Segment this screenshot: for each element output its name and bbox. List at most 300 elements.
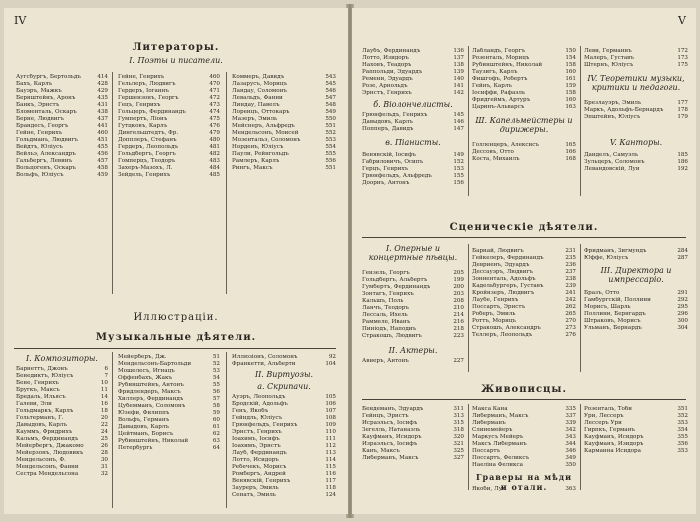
index-entry [362, 119, 464, 126]
index-entry [118, 172, 220, 179]
entry-name: Кауфманъ, Исидоръ [362, 434, 422, 440]
entry-name: Дингельштедтъ, Фр. [118, 130, 179, 136]
entry-page-number: 353 [677, 420, 688, 426]
index-entry [232, 408, 336, 415]
index-entry [232, 464, 336, 471]
entry-page-number: 109 [325, 422, 336, 428]
index-entry [362, 413, 464, 420]
entry-name: Авнеръ, Антонъ [362, 358, 409, 364]
index-entry [584, 420, 688, 427]
index-entry [584, 427, 688, 434]
entry-name: Бразъ, Отто [584, 290, 620, 296]
left-page [4, 8, 348, 514]
entry-page-number: 349 [565, 455, 576, 461]
column-divider [580, 404, 581, 490]
index-entry [232, 422, 336, 429]
entry-name: Венявскій, Генрихъ [232, 478, 291, 484]
index-entry [16, 109, 108, 116]
entry-page-number: 546 [325, 88, 336, 94]
entry-page-number: 552 [325, 130, 336, 136]
index-entry [16, 123, 108, 130]
entry-page-number: 107 [325, 408, 336, 414]
entry-page-number: 110 [325, 429, 336, 435]
entry-page-number: 471 [209, 88, 220, 94]
index-entry [362, 277, 464, 284]
entry-name: Поссартъ, Феликсъ [472, 455, 530, 461]
index-entry [584, 448, 688, 455]
directors-col [584, 290, 688, 332]
entry-name: Вейдтъ, Юліусъ [16, 144, 63, 150]
index-entry [472, 62, 576, 69]
index-entry [472, 55, 576, 62]
entry-page-number: 28 [100, 450, 108, 456]
entry-name: Гейнъ, Карлъ [472, 83, 512, 89]
entry-page-number: 137 [453, 55, 464, 61]
index-entry [232, 415, 336, 422]
entry-page-number: 112 [325, 443, 336, 449]
entry-page-number: 166 [565, 149, 576, 155]
entry-name: Лотто, Исидоръ [232, 457, 279, 463]
index-entry [16, 429, 108, 436]
theorists-col [584, 100, 688, 121]
entry-page-number: 548 [325, 102, 336, 108]
entry-page-number: 296 [677, 311, 688, 317]
index-entry [362, 62, 464, 69]
entry-page-number: 235 [565, 255, 576, 261]
subsection-cellists: б. Віолончелисты. [373, 100, 453, 109]
entry-page-number: 60 [212, 417, 220, 423]
entry-page-number: 554 [325, 144, 336, 150]
entry-page-number: 325 [453, 448, 464, 454]
entry-name: Мейерберъ, Дж. [118, 354, 167, 360]
entry-page-number: 458 [97, 165, 108, 171]
entry-name: Норденъ, Юліусъ [232, 144, 284, 150]
entry-page-number: 351 [677, 406, 688, 412]
index-entry [232, 457, 336, 464]
entry-name: Таузигъ, Карлъ [472, 69, 518, 75]
entry-name: Наеліна Феликса [472, 462, 523, 468]
entry-page-number: 203 [453, 291, 464, 297]
entry-name: Мошелесъ, Игнацъ [118, 368, 175, 374]
entry-page-number: 549 [325, 109, 336, 115]
index-entry [362, 126, 464, 133]
entry-page-number: 231 [565, 248, 576, 254]
entry-name: Оффенбахъ, Жакъ [118, 375, 173, 381]
right-page [352, 8, 696, 514]
index-entry [584, 55, 688, 62]
entry-page-number: 353 [677, 448, 688, 454]
index-entry [118, 102, 220, 109]
entry-page-number: 118 [325, 485, 336, 491]
column-divider [112, 72, 113, 294]
entry-page-number: 145 [453, 112, 464, 118]
index-entry [472, 156, 576, 163]
entry-name: Малеръ, Густавъ [584, 55, 634, 61]
entry-page-number: 344 [565, 441, 576, 447]
index-entry [118, 151, 220, 158]
index-entry [362, 48, 464, 55]
entry-name: Гольцеръ, Фердинандъ [118, 109, 186, 115]
column-divider [226, 72, 227, 294]
index-entry [118, 165, 220, 172]
entry-page-number: 265 [565, 311, 576, 317]
entry-name: Лоренцъ, Оттокаръ [232, 109, 290, 115]
index-entry [118, 144, 220, 151]
index-entry [362, 448, 464, 455]
entry-page-number: 24 [100, 429, 108, 435]
index-entry [362, 326, 464, 333]
entry-page-number: 241 [565, 290, 576, 296]
entry-name: Лессаль, Ихель [362, 312, 408, 318]
section-rule [362, 237, 686, 238]
entry-page-number: 457 [97, 158, 108, 164]
subsection-poets: I. Поэты и писатели. [129, 56, 223, 65]
entry-name: Наховъ, Теадоръ [362, 62, 412, 68]
index-entry [118, 74, 220, 81]
subsection-opera-singers: I. Оперные и концертные пѣвцы. [368, 244, 458, 262]
entry-page-number: 136 [453, 48, 464, 54]
entry-page-number: 158 [565, 90, 576, 96]
entry-name: Доорнъ, Антонъ [362, 180, 410, 186]
entry-name: Бломенталь, Оскаръ [16, 109, 77, 115]
column-divider [112, 352, 113, 508]
index-entry [584, 166, 688, 173]
index-entry [472, 462, 576, 469]
index-entry [362, 90, 464, 97]
entry-page-number: 547 [325, 95, 336, 101]
entry-name: Гумпертъ, Ліонъ [118, 116, 168, 122]
entry-page-number: 342 [565, 427, 576, 433]
index-entry [472, 104, 576, 111]
entry-name: Слинемейеръ [472, 427, 513, 433]
index-entry [584, 311, 688, 318]
entry-name: Іоахимъ, Эрнстъ [232, 443, 281, 449]
index-entry [16, 450, 108, 457]
index-entry [118, 130, 220, 137]
entry-page-number: 292 [677, 297, 688, 303]
entry-name: Рингъ, Максъ [232, 165, 273, 171]
entry-page-number: 141 [453, 83, 464, 89]
index-entry [118, 375, 220, 382]
entry-page-number: 481 [209, 144, 220, 150]
index-entry [362, 166, 464, 173]
index-entry [362, 455, 464, 462]
index-entry [16, 380, 108, 387]
entry-page-number: 53 [212, 368, 220, 374]
entry-page-number: 473 [209, 102, 220, 108]
index-entry [472, 413, 576, 420]
entry-page-number: 26 [100, 443, 108, 449]
entry-name: Гердеръ, Іоганнъ [118, 88, 169, 94]
entry-name: Давыдовъ, Карлъ [362, 119, 413, 125]
entry-page-number: 311 [453, 406, 464, 412]
entry-name: Бругкъ, Максъ [16, 387, 60, 393]
entry-page-number: 304 [677, 325, 688, 331]
entry-page-number: 6 [104, 366, 108, 372]
entry-page-number: 62 [212, 431, 220, 437]
index-entry [472, 318, 576, 325]
index-entry [472, 434, 576, 441]
entry-name: Коста, Михаилъ [472, 156, 520, 162]
index-entry [584, 406, 688, 413]
entry-page-number: 350 [565, 462, 576, 468]
entry-name: Захеръ-Мазохъ, Л. [118, 165, 173, 171]
entry-name: Максъ Либерманъ [472, 441, 527, 447]
index-entry [232, 478, 336, 485]
entry-page-number: 474 [209, 109, 220, 115]
entry-name: Банкъ, Эрнстъ [16, 102, 60, 108]
entry-page-number: 108 [325, 415, 336, 421]
entry-name: Допплеръ, Стефанъ [118, 137, 177, 143]
entry-name: Герцъ, Генрихъ [362, 166, 409, 172]
index-entry [362, 284, 464, 291]
entry-name: Штраковъ, Морисъ [584, 318, 641, 324]
entry-page-number: 18 [100, 408, 108, 414]
index-entry [472, 304, 576, 311]
index-entry [232, 450, 336, 457]
index-entry [232, 109, 336, 116]
entry-page-number: 173 [677, 55, 688, 61]
entry-name: Карманна Исидора [584, 448, 641, 454]
index-entry [16, 457, 108, 464]
literators-col3 [232, 74, 336, 172]
index-entry [118, 431, 220, 438]
entry-name: Кальмъ, Фердинандъ [16, 436, 79, 442]
entry-page-number: 150 [565, 48, 576, 54]
index-entry [584, 318, 688, 325]
subsection-virtuosi: II. Виртуозы. [254, 370, 314, 379]
index-entry [232, 443, 336, 450]
entry-name: Коммеръ, Давидъ [232, 74, 285, 80]
entry-name: Розенталь, Морицъ [472, 55, 530, 61]
index-entry [232, 74, 336, 81]
column-divider [580, 46, 581, 196]
index-entry [472, 248, 576, 255]
painters-col2 [472, 406, 576, 469]
entry-name: Царинъ-Альварсъ [472, 104, 525, 110]
entry-name: Бендеманъ, Эдуардъ [362, 406, 424, 412]
entry-page-number: 208 [453, 298, 464, 304]
index-entry [472, 325, 576, 332]
entry-page-number: 550 [325, 116, 336, 122]
entry-name: Гершензонъ, Георгъ [118, 95, 179, 101]
entry-name: Ульманъ, Бернардъ [584, 325, 642, 331]
entry-page-number: 429 [97, 88, 108, 94]
entry-name: Розе, Арнольдъ [362, 83, 408, 89]
composers-col3 [232, 354, 336, 368]
index-entry [232, 151, 336, 158]
entry-name: Штернъ, Юліусъ [584, 62, 634, 68]
index-entry [16, 408, 108, 415]
entry-page-number: 321 [453, 441, 464, 447]
entry-page-number: 140 [453, 76, 464, 82]
entry-name: Галеви, Эли [16, 401, 52, 407]
index-entry [472, 69, 576, 76]
index-entry [16, 387, 108, 394]
entry-page-number: 545 [325, 81, 336, 87]
index-entry [472, 441, 576, 448]
entry-name: Зульцеръ, Соломонъ [584, 159, 645, 165]
entry-name: Мейснеръ, Альфредъ [232, 123, 295, 129]
entry-name: Лаубе, Генрихъ [472, 297, 519, 303]
entry-name: Гейне, Генрихъ [118, 74, 165, 80]
entry-name: Раммеле, Иванъ [362, 319, 411, 325]
entry-name: Кауфманъ, Исидоръ [584, 434, 644, 440]
entry-page-number: 414 [97, 74, 108, 80]
entry-name: Мейерзонъ, Людовикъ [16, 450, 84, 456]
painters-col1 [362, 406, 464, 462]
entry-name: Бенедиктъ, Юліусъ [16, 373, 74, 379]
index-entry [118, 396, 220, 403]
index-entry [16, 158, 108, 165]
entry-page-number: 142 [453, 90, 464, 96]
index-entry [362, 76, 464, 83]
index-entry [472, 290, 576, 297]
index-entry [584, 159, 688, 166]
entry-name: Макса Кана [472, 406, 508, 412]
entry-name: Кройнзеръ, Людвигъ [472, 290, 535, 296]
index-entry [362, 434, 464, 441]
entry-name: Лабландъ, Георгъ [472, 48, 525, 54]
composers-col1 [16, 366, 108, 478]
entry-page-number: 192 [677, 166, 688, 172]
entry-name: Вольцогенъ, Оскаръ [16, 165, 76, 171]
index-entry [362, 406, 464, 413]
entry-page-number: 139 [453, 69, 464, 75]
index-entry [232, 485, 336, 492]
entry-name: Вольфъ, Юліусъ [16, 172, 64, 178]
index-entry [362, 298, 464, 305]
entry-name: Петербургь [118, 445, 153, 451]
entry-name: Грюнфельдъ, Альфредъ [362, 173, 432, 179]
composers-col2 [118, 354, 220, 452]
entry-name: Эрнстъ, Генрихъ [362, 90, 412, 96]
entry-page-number: 115 [325, 464, 336, 470]
entry-name: Кадельбургеръ, Густавъ [472, 283, 544, 289]
index-entry [232, 394, 336, 401]
index-entry [472, 255, 576, 262]
subsection-pianists: в. Піанисты. [385, 138, 441, 147]
entry-page-number: 355 [677, 434, 688, 440]
entry-page-number: 242 [565, 297, 576, 303]
entry-name: Гейнцъ, Эрнстъ [362, 413, 409, 419]
entry-page-number: 460 [97, 130, 108, 136]
entry-page-number: 58 [212, 403, 220, 409]
literators-col2 [118, 74, 220, 179]
entry-name: Лессеръ Ури [584, 420, 622, 426]
index-entry [118, 95, 220, 102]
index-entry [584, 290, 688, 297]
entry-name: Мендельсонъ, Фанни [16, 464, 79, 470]
index-entry [118, 389, 220, 396]
entry-name: Либерманъ, Максъ [362, 455, 419, 461]
entry-page-number: 237 [565, 269, 576, 275]
subsection-cantors: V. Канторы. [609, 138, 663, 147]
entry-name: Либерманъ [472, 420, 506, 426]
entry-page-number: 483 [209, 158, 220, 164]
index-entry [472, 406, 576, 413]
entry-name: Гольдбергъ, Альбертъ [362, 277, 428, 283]
entry-page-number: 270 [565, 318, 576, 324]
index-entry [16, 74, 108, 81]
index-entry [118, 424, 220, 431]
entry-name: Маркусъ Мейеръ [472, 434, 524, 440]
entry-name: Зегелль, Натанаэль [362, 427, 421, 433]
entry-page-number: 327 [453, 455, 464, 461]
entry-page-number: 22 [100, 422, 108, 428]
column-divider [468, 46, 469, 196]
index-entry [16, 95, 108, 102]
index-entry [362, 441, 464, 448]
index-entry [16, 144, 108, 151]
index-entry [584, 413, 688, 420]
index-entry [472, 48, 576, 55]
entry-page-number: 186 [677, 159, 688, 165]
actors-col [362, 358, 464, 365]
entry-name: Юффе, Юліусъ [584, 255, 629, 261]
entry-name: Канъ, Максъ [362, 448, 400, 454]
entry-page-number: 25 [100, 436, 108, 442]
index-entry [362, 319, 464, 326]
index-entry [584, 304, 688, 311]
index-entry [232, 436, 336, 443]
literators-col1 [16, 74, 108, 179]
index-entry [16, 401, 108, 408]
entry-page-number: 154 [565, 55, 576, 61]
index-entry [584, 248, 688, 255]
index-entry [16, 172, 108, 179]
entry-name: Гельлеръ, Людвигъ [118, 81, 176, 87]
entry-page-number: 124 [325, 492, 336, 498]
entry-name: Либерманъ, Максъ [472, 413, 529, 419]
entry-name: Франкетти, Альберти [232, 361, 296, 367]
entry-name: Раппольди, Эдуардъ [362, 69, 423, 75]
index-entry [232, 116, 336, 123]
entry-name: Бахъ, Карлъ [16, 81, 53, 87]
entry-page-number: 276 [565, 332, 576, 338]
entry-name: Мейербергъ, Джакомо [16, 443, 84, 449]
page-number: IV [14, 14, 27, 27]
entry-name: Вейльэ, Александръ [16, 151, 76, 157]
index-entry [232, 130, 336, 137]
index-entry [472, 76, 576, 83]
entry-name: Брандесъ, Георгъ [16, 123, 69, 129]
index-entry [472, 90, 576, 97]
index-entry [472, 297, 576, 304]
index-entry [362, 305, 464, 312]
index-entry [232, 401, 336, 408]
illustrations-title: Иллюстраціи. [133, 312, 219, 323]
index-entry [118, 354, 220, 361]
entry-name: Роттъ, Морицъ [472, 318, 516, 324]
entry-page-number: 438 [97, 109, 108, 115]
entry-name: Рубинштейнъ, Антонъ [118, 382, 184, 388]
entry-name: Девриенъ, Эдуардъ [472, 262, 530, 268]
entry-name: Фридманъ, Зигмундъ [584, 248, 647, 254]
entry-page-number: 223 [453, 333, 464, 339]
entry-page-number: 178 [677, 107, 688, 113]
entry-page-number: 165 [565, 142, 576, 148]
entry-page-number: 210 [453, 305, 464, 311]
index-entry [362, 333, 464, 340]
index-entry [362, 270, 464, 277]
entry-name: Габриловичъ, Осипъ [362, 159, 424, 165]
entry-page-number: 64 [212, 445, 220, 451]
entry-page-number: 216 [453, 319, 464, 325]
entry-name: Маркъ, Адольфъ-Бернардъ [584, 107, 664, 113]
section-rule [14, 348, 336, 349]
entry-name: Мазеръ, Эмиль [232, 116, 278, 122]
